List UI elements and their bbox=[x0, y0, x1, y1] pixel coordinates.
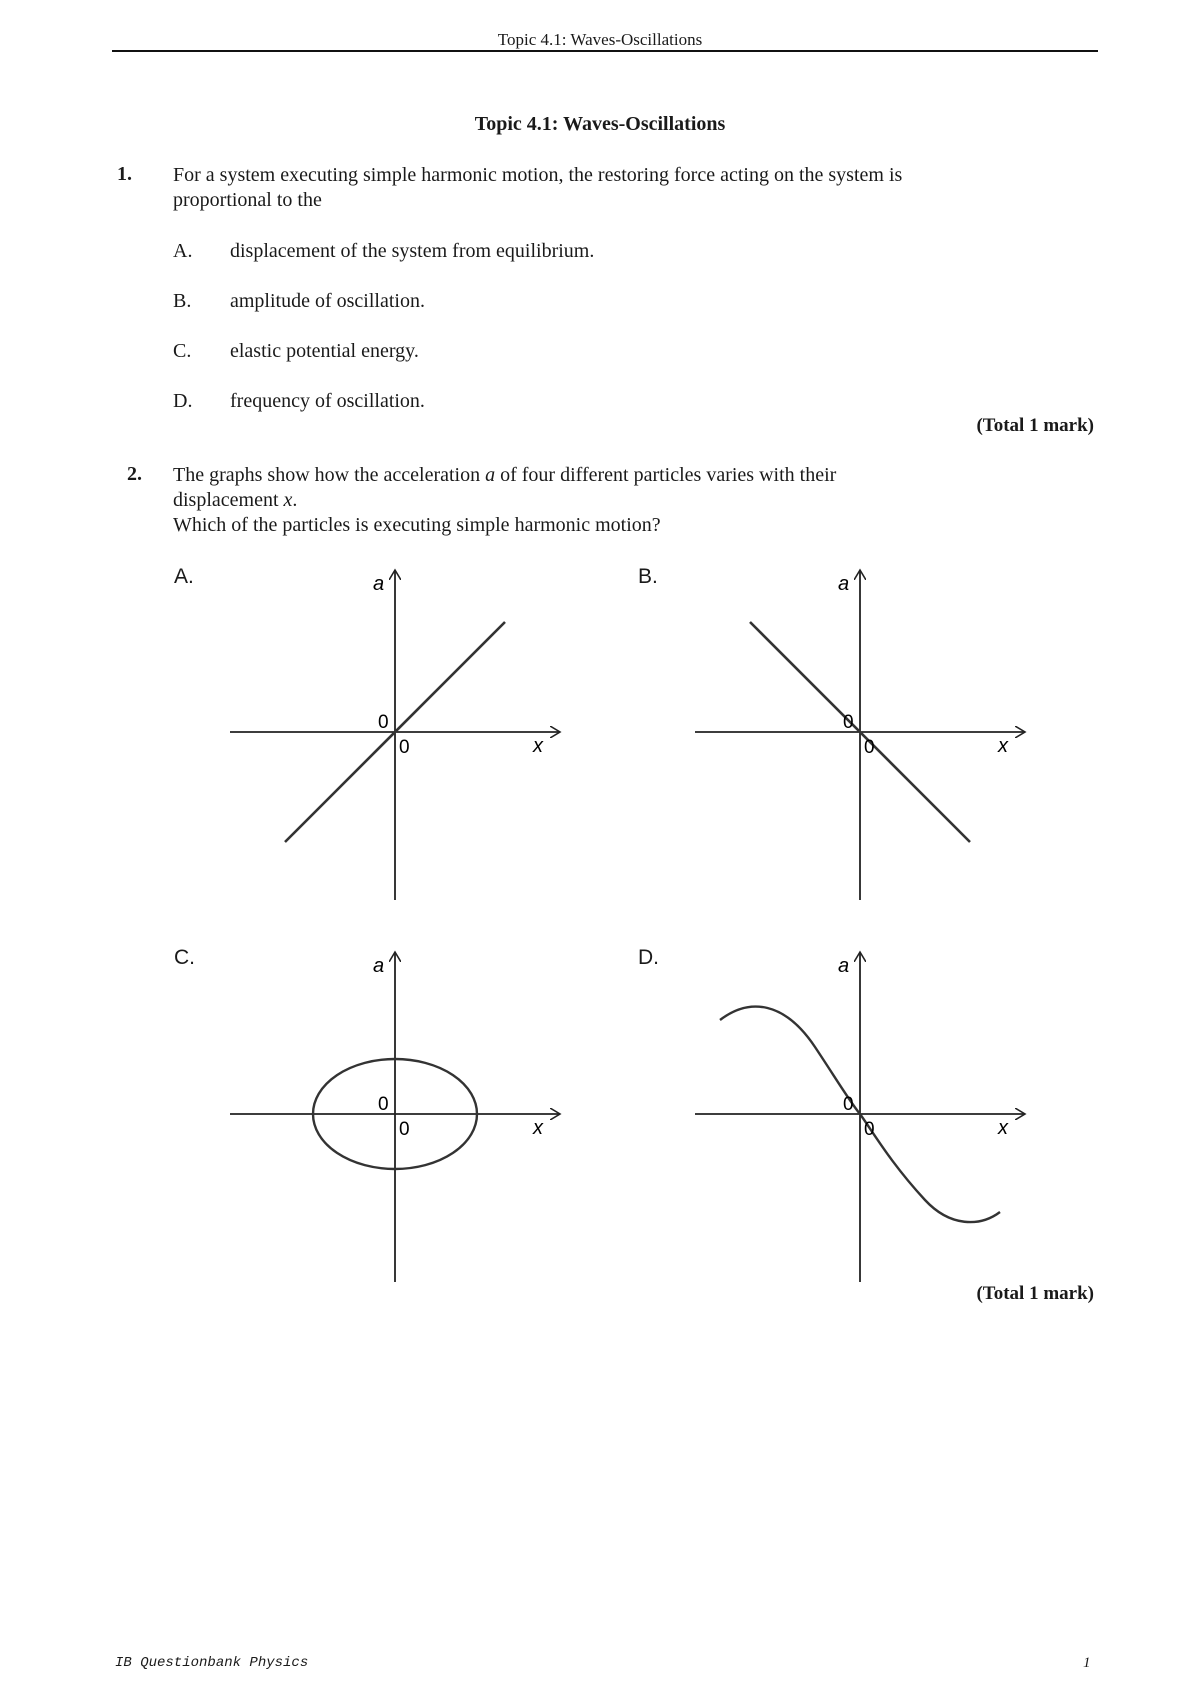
graph-a-y-label: a bbox=[373, 573, 385, 595]
graph-d-origin-x: 0 bbox=[864, 1119, 875, 1140]
graph-c-y-label: a bbox=[373, 955, 385, 977]
graph-d-origin-y: 0 bbox=[843, 1094, 854, 1115]
header-rule bbox=[112, 50, 1098, 52]
q2-line2-var-x: x bbox=[283, 489, 293, 511]
question-2-stem-line-2 bbox=[173, 488, 297, 513]
graph-c-x-label: x bbox=[533, 1117, 543, 1139]
question-1-stem-line-1: For a system executing simple harmonic motion, the restoring force acting on the system is bbox=[173, 164, 903, 186]
graph-b bbox=[685, 560, 1045, 905]
question-1-total-marks: (Total 1 mark) bbox=[976, 415, 1094, 436]
q1-option-a-text: displacement of the system from equilibrium. bbox=[230, 240, 595, 262]
graph-d-letter: D. bbox=[638, 946, 659, 969]
graph-b-origin-y: 0 bbox=[843, 712, 854, 733]
footer-page-number: 1 bbox=[1083, 1655, 1091, 1671]
question-1-stem-line-2: proportional to the bbox=[173, 189, 322, 211]
graph-c bbox=[220, 942, 580, 1287]
q2-line2-text-a: displacement bbox=[173, 489, 284, 511]
q2-line1-var-a: a bbox=[485, 464, 496, 486]
graph-b-origin-x: 0 bbox=[864, 737, 875, 758]
graph-a bbox=[220, 560, 580, 905]
q1-option-d-text: frequency of oscillation. bbox=[230, 390, 425, 412]
graph-d bbox=[685, 942, 1045, 1287]
q1-option-c-text: elastic potential energy. bbox=[230, 340, 419, 362]
graph-b-y-label: a bbox=[838, 573, 850, 595]
graph-d-x-label: x bbox=[998, 1117, 1008, 1139]
graph-d-y-label: a bbox=[838, 955, 850, 977]
q1-option-b-text: amplitude of oscillation. bbox=[230, 290, 425, 312]
q1-option-d-letter: D. bbox=[173, 390, 193, 412]
q2-line2-text-b: . bbox=[292, 489, 298, 511]
graph-c-origin-y: 0 bbox=[378, 1094, 389, 1115]
graph-c-origin-x: 0 bbox=[399, 1119, 410, 1140]
graph-b-letter: B. bbox=[638, 565, 658, 588]
question-1-number: 1. bbox=[117, 163, 132, 185]
q2-line1-text-b: of four different particles varies with their bbox=[495, 464, 837, 486]
graph-b-x-label: x bbox=[998, 735, 1008, 757]
question-2-stem-line-3: Which of the particles is executing simple harmonic motion? bbox=[173, 514, 661, 536]
question-2-stem-line-1 bbox=[173, 463, 836, 488]
running-header: Topic 4.1: Waves-Oscillations bbox=[497, 30, 703, 49]
q1-option-a-letter: A. bbox=[173, 240, 193, 262]
graph-a-letter: A. bbox=[174, 565, 194, 588]
footer-source: IB Questionbank Physics bbox=[115, 1655, 309, 1671]
question-2-total-marks: (Total 1 mark) bbox=[976, 1283, 1094, 1304]
q1-option-b-letter: B. bbox=[173, 290, 192, 312]
graph-a-x-label: x bbox=[533, 735, 543, 757]
q1-option-c-letter: C. bbox=[173, 340, 192, 362]
graph-a-origin-y: 0 bbox=[378, 712, 389, 733]
page-title: Topic 4.1: Waves-Oscillations bbox=[474, 113, 726, 135]
graph-a-origin-x: 0 bbox=[399, 737, 410, 758]
q2-line1-text-a: The graphs show how the acceleration bbox=[173, 464, 486, 486]
question-2-number: 2. bbox=[127, 463, 142, 485]
graph-c-letter: C. bbox=[174, 946, 195, 969]
